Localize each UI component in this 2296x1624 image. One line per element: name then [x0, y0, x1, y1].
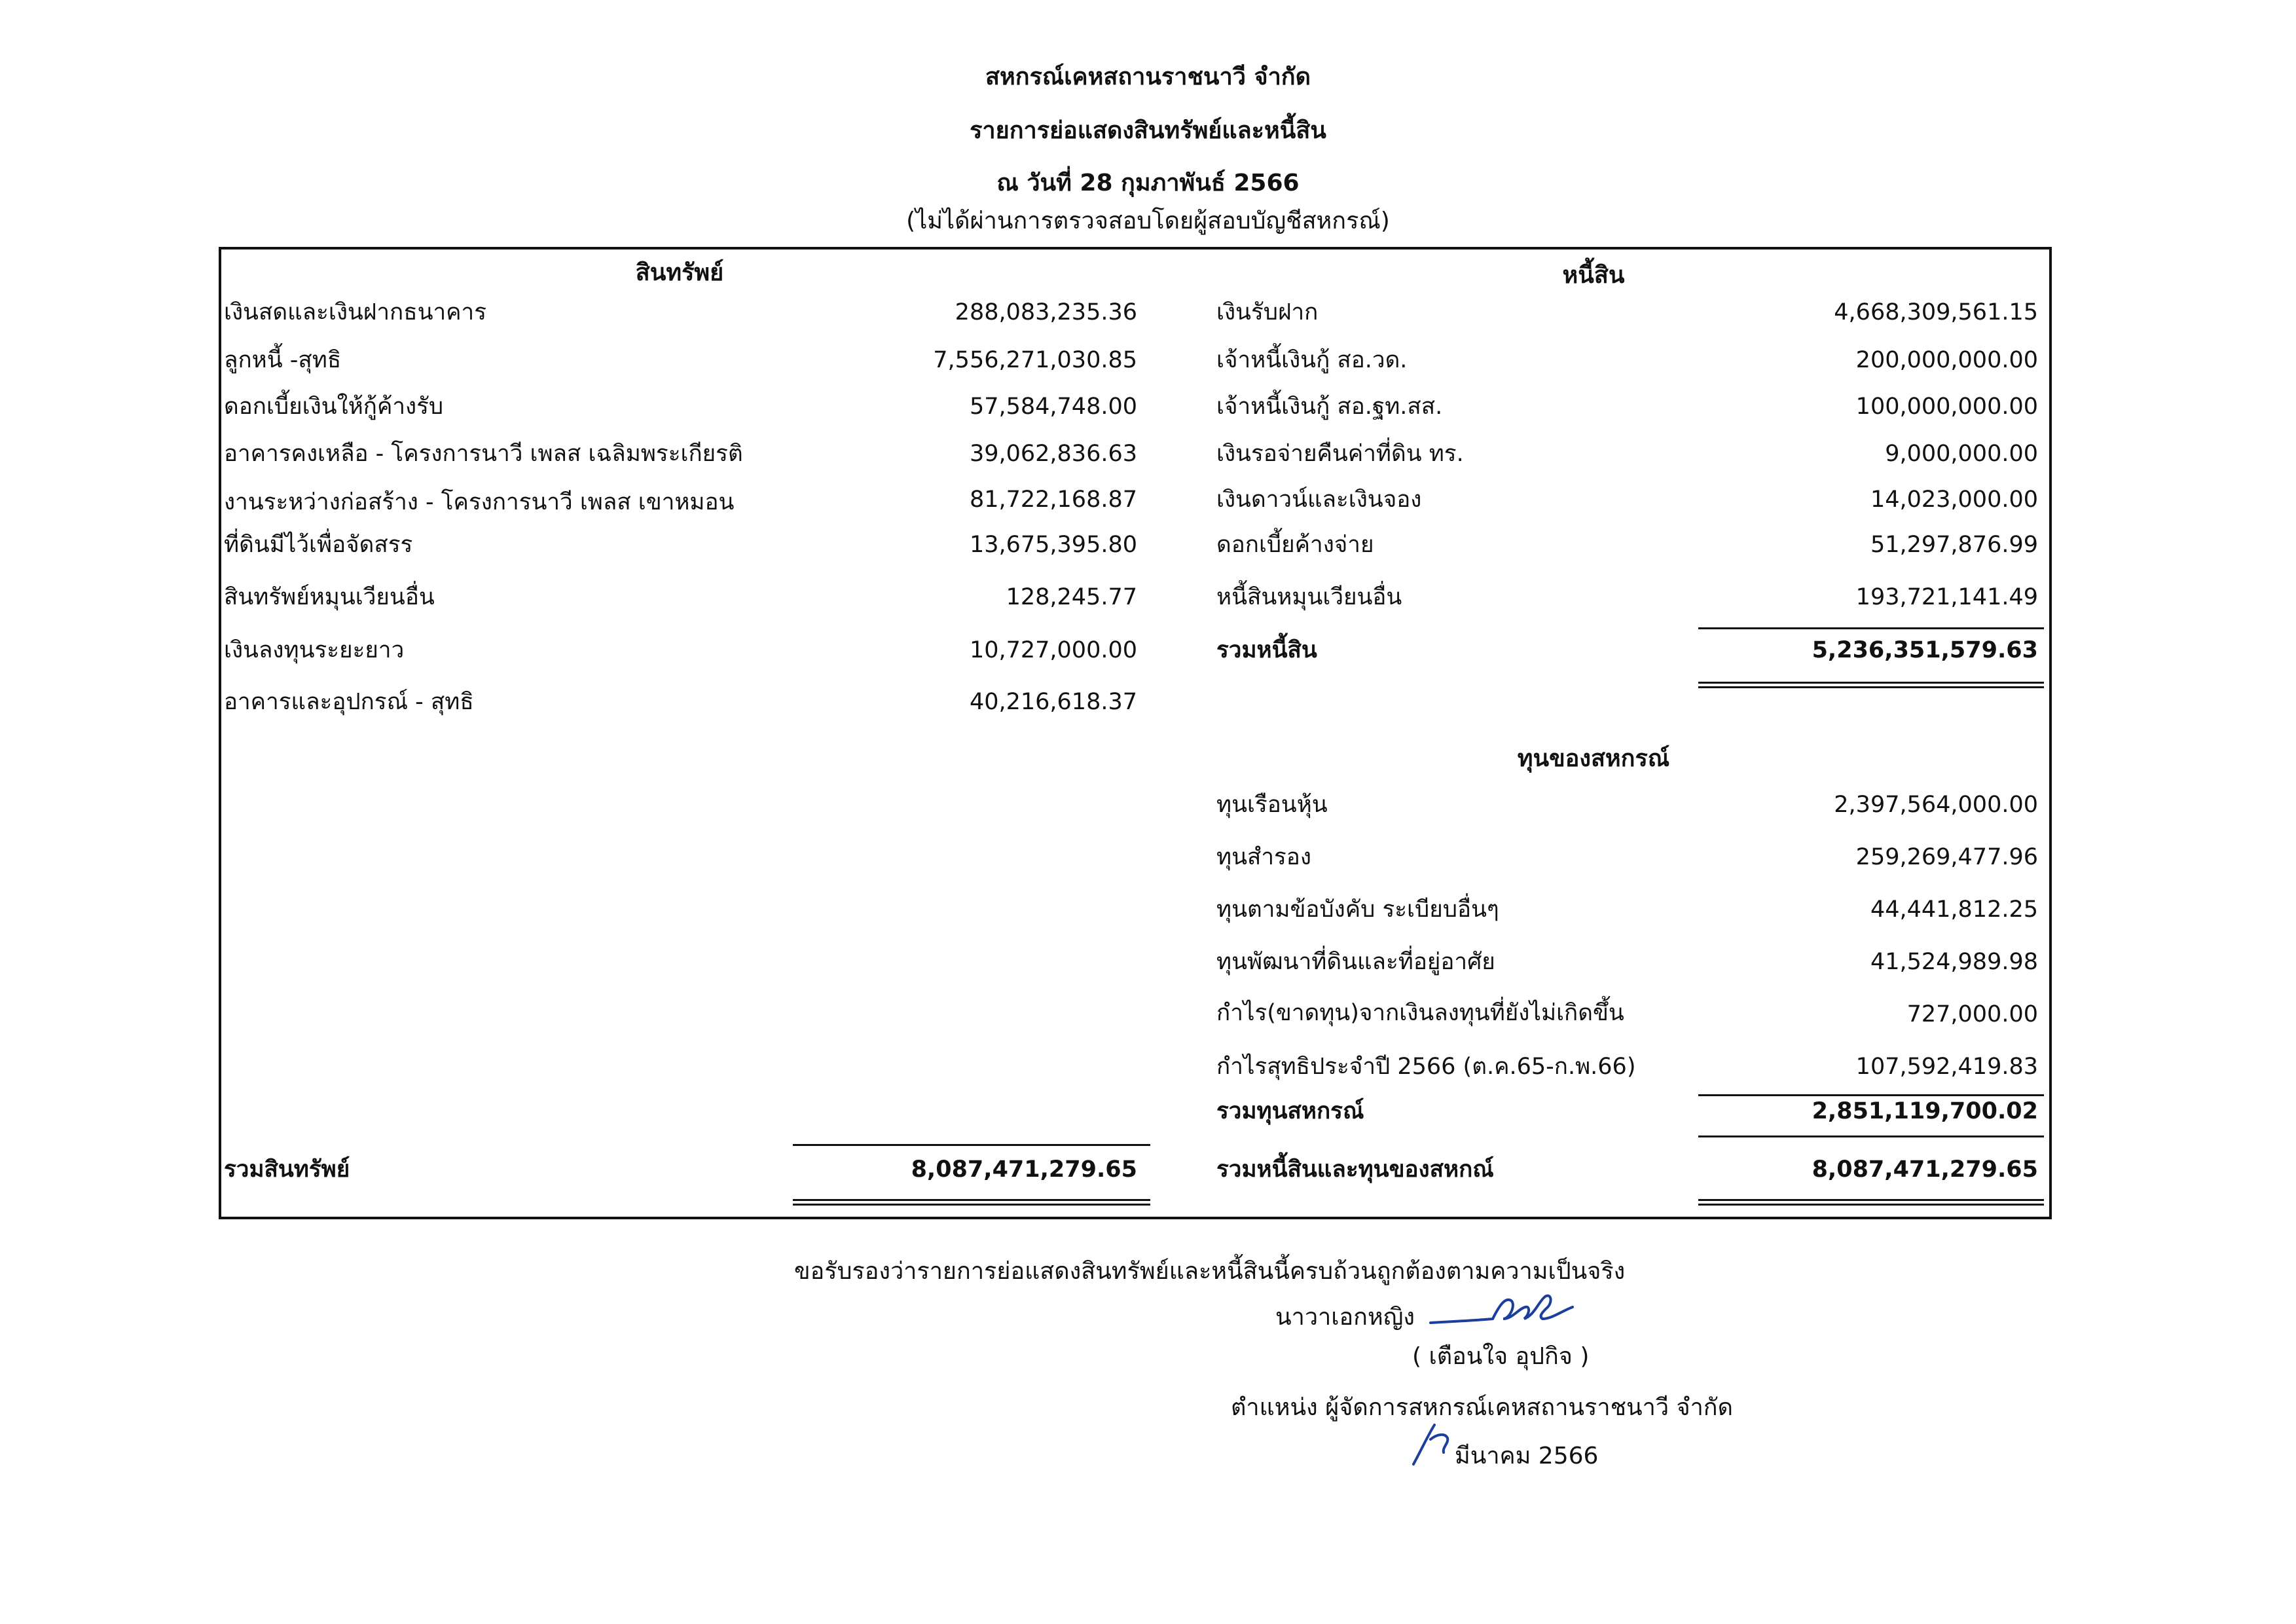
- liabilities-total-label: รวมหนี้สิน: [1216, 637, 1317, 663]
- equity-label: ทุนเรือนหุ้น: [1216, 792, 1328, 818]
- equity-amount: 44,441,812.25: [1870, 896, 2038, 923]
- equity-total-amount: 2,851,119,700.02: [1812, 1098, 2038, 1124]
- asset-amount: 57,584,748.00: [969, 394, 1137, 420]
- liability-amount: 51,297,876.99: [1870, 532, 2038, 558]
- signer-rank: นาวาเอกหญิง: [1275, 1304, 1415, 1331]
- asset-amount: 10,727,000.00: [969, 637, 1137, 663]
- statement-date: ณ วันที่ 28 กุมภาพันธ์ 2566: [996, 170, 1300, 196]
- asset-label: งานระหว่างก่อสร้าง - โครงการนาวี เพลส เขาหมอน: [224, 489, 735, 515]
- balance-sheet-frame: [219, 247, 2052, 1219]
- asset-label: ลูกหนี้ -สุทธิ: [224, 347, 342, 373]
- signer-name: ( เตือนใจ อุปกิจ ): [1412, 1343, 1590, 1370]
- liabilities-total-rule-bottom-2: [1698, 686, 2044, 688]
- signer-position: ตำแหน่ง ผู้จัดการสหกรณ์เคหสถานราชนาวี จำกัด: [1231, 1394, 1733, 1421]
- grand-total-rule-bottom-2: [1698, 1204, 2044, 1206]
- equity-label: กำไร(ขาดทุน)จากเงินลงทุนที่ยังไม่เกิดขึ้น: [1216, 1000, 1624, 1026]
- liability-label: เจ้าหนี้เงินกู้ สอ.วด.: [1216, 347, 1408, 373]
- equity-amount: 107,592,419.83: [1855, 1054, 2038, 1080]
- liability-amount: 14,023,000.00: [1870, 487, 2038, 513]
- equity-label: ทุนสำรอง: [1216, 844, 1311, 870]
- equity-label: ทุนตามข้อบังคับ ระเบียบอื่นๆ: [1216, 896, 1499, 923]
- grand-total-rule-bottom-1: [1698, 1199, 2044, 1201]
- asset-label: สินทรัพย์หมุนเวียนอื่น: [224, 584, 435, 610]
- asset-label: เงินสดและเงินฝากธนาคาร: [224, 299, 487, 325]
- liability-label: เงินรับฝาก: [1216, 299, 1319, 325]
- liabilities-total-rule-bottom-1: [1698, 682, 2044, 684]
- liability-label: เจ้าหนี้เงินกู้ สอ.ฐท.สส.: [1216, 394, 1443, 420]
- liabilities-total-amount: 5,236,351,579.63: [1812, 637, 2038, 663]
- liability-amount: 193,721,141.49: [1855, 584, 2038, 610]
- asset-amount: 39,062,836.63: [969, 441, 1137, 467]
- asset-label: เงินลงทุนระยะยาว: [224, 637, 405, 663]
- liability-amount: 9,000,000.00: [1885, 441, 2038, 467]
- asset-amount: 81,722,168.87: [969, 487, 1137, 513]
- liability-amount: 4,668,309,561.15: [1834, 299, 2038, 325]
- grand-total-amount: 8,087,471,279.65: [1812, 1156, 2038, 1183]
- equity-total-rule: [1698, 1094, 2044, 1096]
- assets-total-rule-bottom-2: [793, 1204, 1150, 1206]
- liabilities-heading: หนี้สิน: [1562, 262, 1625, 289]
- asset-label: ที่ดินมีไว้เพื่อจัดสรร: [224, 532, 413, 558]
- assets-total-rule-bottom-1: [793, 1199, 1150, 1201]
- liability-label: เงินดาวน์และเงินจอง: [1216, 487, 1422, 513]
- equity-amount: 259,269,477.96: [1855, 844, 2038, 870]
- equity-total-rule-bottom: [1698, 1135, 2044, 1137]
- asset-amount: 40,216,618.37: [969, 689, 1137, 715]
- liability-amount: 200,000,000.00: [1855, 347, 2038, 373]
- signature: [1427, 1282, 1597, 1335]
- liability-label: เงินรอจ่ายคืนค่าที่ดิน ทร.: [1216, 441, 1464, 467]
- certification-text: ขอรับรองว่ารายการย่อแสดงสินทรัพย์และหนี้สินนี้ครบถ้วนถูกต้องตามความเป็นจริง: [794, 1258, 1626, 1285]
- asset-label: อาคารคงเหลือ - โครงการนาวี เพลส เฉลิมพระเกียรติ: [224, 441, 743, 467]
- asset-amount: 128,245.77: [1006, 584, 1137, 610]
- asset-amount: 288,083,235.36: [955, 299, 1137, 325]
- asset-label: อาคารและอุปกรณ์ - สุทธิ: [224, 689, 474, 715]
- equity-heading: ทุนของสหกรณ์: [1517, 745, 1670, 772]
- equity-amount: 727,000.00: [1906, 1001, 2038, 1027]
- liability-label: ดอกเบี้ยค้างจ่าย: [1216, 532, 1374, 558]
- equity-label: ทุนพัฒนาที่ดินและที่อยู่อาศัย: [1216, 949, 1495, 975]
- equity-label: กำไรสุทธิประจำปี 2566 (ต.ค.65-ก.พ.66): [1216, 1054, 1636, 1080]
- signing-date: มีนาคม 2566: [1455, 1443, 1599, 1469]
- liability-amount: 100,000,000.00: [1855, 394, 2038, 420]
- assets-heading: สินทรัพย์: [635, 259, 724, 286]
- liabilities-total-rule-top: [1698, 627, 2044, 629]
- asset-amount: 13,675,395.80: [969, 532, 1137, 558]
- assets-total-amount: 8,087,471,279.65: [911, 1156, 1137, 1183]
- assets-total-rule-top: [793, 1144, 1150, 1146]
- grand-total-label: รวมหนี้สินและทุนของสหกณ์: [1216, 1156, 1494, 1183]
- asset-amount: 7,556,271,030.85: [933, 347, 1137, 373]
- org-name: สหกรณ์เคหสถานราชนาวี จำกัด: [985, 64, 1311, 90]
- equity-amount: 41,524,989.98: [1870, 949, 2038, 975]
- statement-title: รายการย่อแสดงสินทรัพย์และหนี้สิน: [970, 117, 1326, 144]
- equity-total-label: รวมทุนสหกรณ์: [1216, 1098, 1364, 1124]
- equity-amount: 2,397,564,000.00: [1834, 792, 2038, 818]
- asset-label: ดอกเบี้ยเงินให้กู้ค้างรับ: [224, 394, 444, 420]
- audit-note: (ไม่ได้ผ่านการตรวจสอบโดยผู้สอบบัญชีสหกรณ์): [906, 208, 1390, 234]
- handwritten-day: [1411, 1421, 1457, 1467]
- assets-total-label: รวมสินทรัพย์: [224, 1156, 350, 1183]
- liability-label: หนี้สินหมุนเวียนอื่น: [1216, 584, 1402, 610]
